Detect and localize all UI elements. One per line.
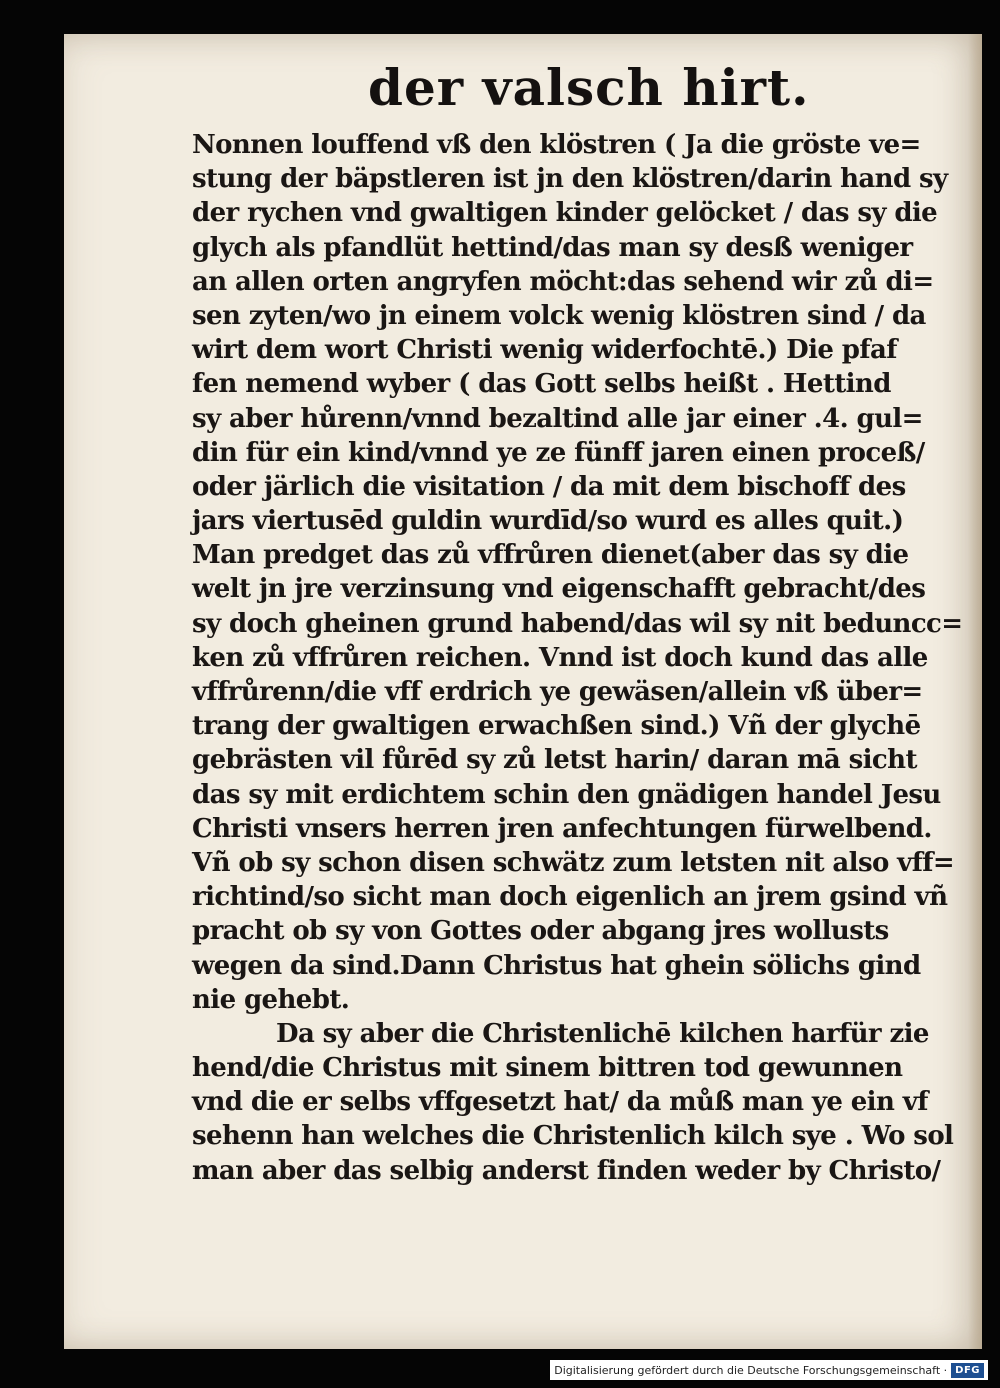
text-line: an allen orten angryfen möcht:das sehend wir zů di= [192,266,934,297]
text-line: der rychen vnd gwaltigen kinder gelöcket / das sy die [192,198,938,229]
text-line: sy aber hůrenn/vnnd bezaltind alle jar einer .4. gul= [192,403,923,434]
text-line: pracht ob sy von Gottes oder abgang jres wollusts [192,916,889,947]
text-line: wirt dem wort Christi wenig widerfochtē.) Die pfaf [192,335,897,366]
body-text [192,128,963,1188]
text-line: Christi vnsers herren jren anfechtungen fürwelbend. [192,813,932,844]
text-line: man aber das selbig anderst finden weder by Christo/ [192,1155,941,1186]
text-line: stung der bäpstleren ist jn den klöstren/darin hand sy [192,164,948,195]
text-line: sy doch gheinen grund habend/das wil sy nit beduncc= [192,608,963,639]
text-line: welt jn jre verzinsung vnd eigenschafft gebracht/des [192,574,926,605]
text-line: Man predget das zů vffrůren dienet(aber das sy die [192,540,909,571]
text-line: hend/die Christus mit sinem bittren tod gewunnen [192,1053,903,1084]
text-line: fen nemend wyber ( das Gott selbs heißt . Hettind [192,369,891,400]
text-line: richtind/so sicht man doch eigenlich an jrem gsind vñ [192,882,948,913]
text-line: vnd die er selbs vffgesetzt hat/ da můß man ye ein vf [192,1087,928,1118]
text-line: sehenn han welches die Christenlich kilch sye . Wo sol [192,1121,954,1152]
text-line: das sy mit erdichtem schin den gnädigen handel Jesu [192,779,941,810]
text-line: Vñ ob sy schon disen schwätz zum letsten nit also vff= [192,847,955,878]
text-line: glych als pfandlüt hettind/das man sy desß weniger [192,232,913,263]
text-line-paragraph-start: Da sy aber die Christenlichē kilchen harfür zie [276,1018,929,1049]
text-line: oder järlich die visitation / da mit dem bischoff des [192,471,906,502]
text-line: nie gehebt. [192,984,350,1015]
text-line: gebrästen vil fůrēd sy zů letst harin/ daran mā sicht [192,745,917,776]
credit-text: Digitalisierung gefördert durch die Deutsche Forschungsgemeinschaft · [554,1363,948,1377]
text-line: jars viertusēd guldin wurdīd/so wurd es alles quit.) [192,506,904,537]
running-head: der valsch hirt. [368,58,810,117]
text-line: wegen da sind.Dann Christus hat ghein sölichs gind [192,950,921,981]
text-line: trang der gwaltigen erwachßen sind.) Vñ der glychē [192,711,921,742]
text-line: din für ein kind/vnnd ye ze fünff jaren einen proceß/ [192,437,925,468]
text-line: sen zyten/wo jn einem volck wenig klöstren sind / da [192,300,926,331]
text-line: ken zů vffrůren reichen. Vnnd ist doch kund das alle [192,642,928,673]
text-line: Nonnen louffend vß den klöstren ( Ja die gröste ve= [192,130,921,160]
page-edge-shadow [968,34,982,1349]
dfg-logo: DFG [951,1363,984,1378]
digitization-credit [550,1360,988,1380]
text-line: vffrůrenn/die vff erdrich ye gewäsen/allein vß über= [192,677,923,707]
